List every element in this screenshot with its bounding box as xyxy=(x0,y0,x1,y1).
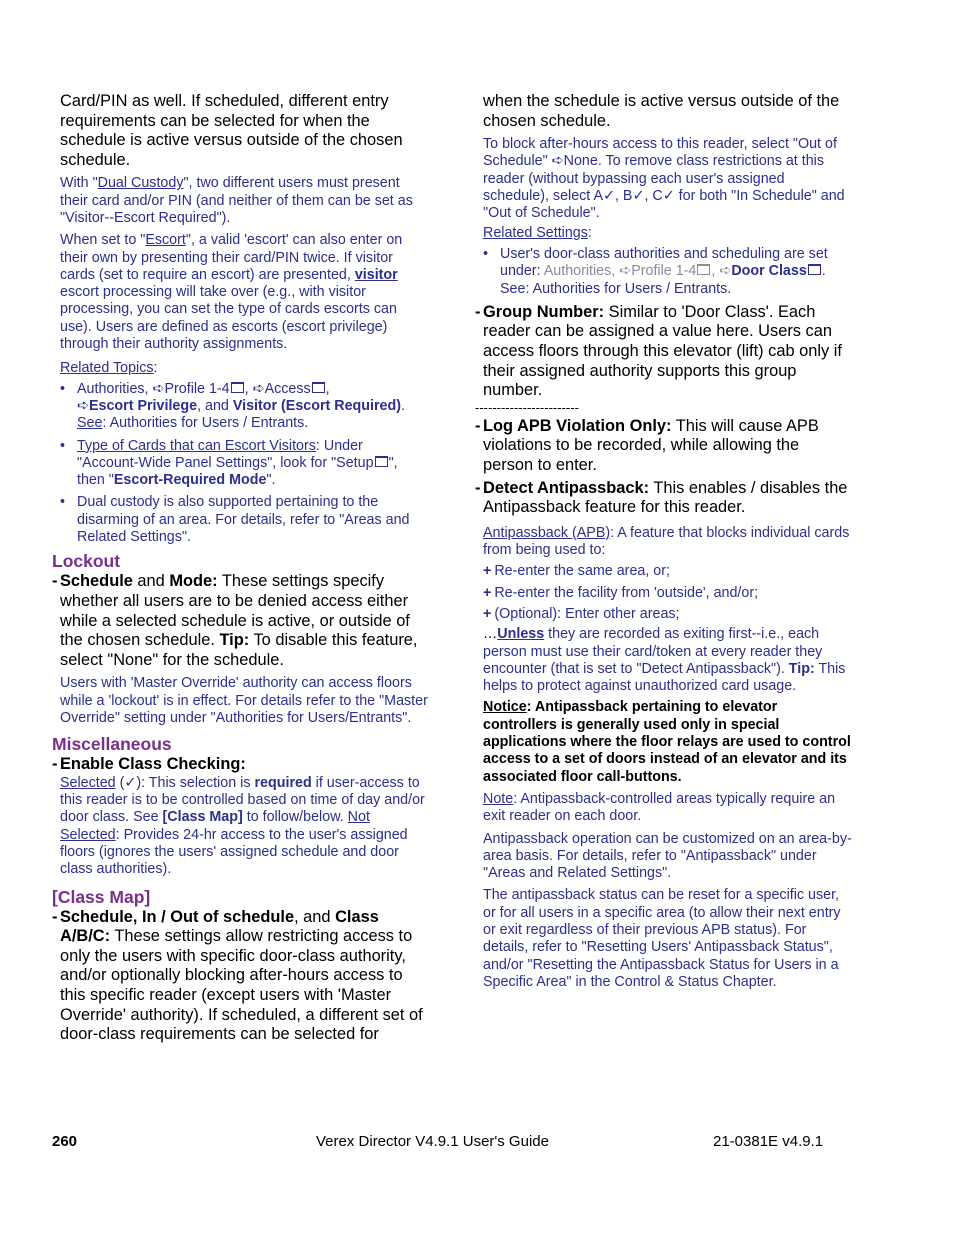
lockout-note: Users with 'Master Override' authority can access floors while a 'lockout' is in effect. For details refer to the "Master Override" setting under "Authorities for Users/Entrants". xyxy=(60,675,428,726)
separator-line: ------------------------ xyxy=(475,399,579,415)
dual-custody-link[interactable]: Dual Custody xyxy=(97,175,184,192)
escort-types-link[interactable]: Type of Cards that can Escort Visitors xyxy=(77,437,316,454)
list-item: • Authorities, ➪Profile 1-4 , ➪Access , ➪Escort Privilege, and Visitor (Escort Required). See: Authorities for Users / Entrants. xyxy=(77,381,428,433)
unless-link[interactable]: Unless xyxy=(497,626,545,643)
list-item: • Dual custody is also supported pertaining to the disarming of an area. For details, refer to "Areas and Related Settings". xyxy=(77,494,428,546)
customization-note: Antipassback operation can be customized on an area-by-area basis. For details, refer to "Antipassback" under "Areas and Related Settings". xyxy=(483,830,852,882)
folder-icon xyxy=(231,382,244,393)
apb-link[interactable]: Antipassback (APB) xyxy=(483,524,611,541)
page-number: 260 xyxy=(52,1133,78,1150)
document-number: 21-0381E v4.9.1 xyxy=(713,1133,824,1150)
related-topics-link[interactable]: Related Topics xyxy=(60,360,154,377)
escort-link[interactable]: Escort xyxy=(145,232,186,249)
lockout-setting: - Schedule and Mode: These settings specify whether all users are to be denied access either while a selected schedule is active, or outside of the chosen schedule. Tip: To disable this feature, select "None" for the schedule. xyxy=(52,572,428,670)
note-label: Note xyxy=(483,790,514,807)
see-link[interactable]: See xyxy=(77,415,103,432)
group-number-setting: - Group Number: Similar to 'Door Class'. Each reader can be assigned a value here. Users can access floors through this elevator (lift) cab only if their assigned authority supports this group number. xyxy=(475,303,853,401)
dual-custody-note: With "Dual Custody", two different users must present their card and/or PIN (and neither of them can be set as "Visitor--Escort Required"). xyxy=(60,175,413,226)
log-apb-setting: - Log APB Violation Only: This will cause APB violations to be recorded, while allowing the person to enter. xyxy=(475,417,853,476)
not-selected-link[interactable]: Not Selected xyxy=(60,809,370,843)
right-column xyxy=(475,92,853,991)
related-settings-link[interactable]: Related Settings xyxy=(483,224,588,241)
guide-title: Verex Director V4.9.1 User's Guide xyxy=(316,1133,549,1150)
apb-rule: + Re-enter the facility from 'outside', and/or; xyxy=(483,584,759,601)
detect-antipassback-setting: - Detect Antipassback: This enables / disables the Antipassback feature for this reader. xyxy=(475,479,853,518)
list-item: • User's door-class authorities and scheduling are set under: Authorities, ➪Profile 1-4 , ➪Door Class . See: Authorities for Users / Entrants. xyxy=(500,246,853,298)
section-heading-misc: Miscellaneous xyxy=(52,734,172,755)
enable-class-checking: - Enable Class Checking: xyxy=(52,755,428,775)
related-topics-list xyxy=(52,381,428,547)
plus-icon: + xyxy=(483,563,492,580)
section-heading-lockout: Lockout xyxy=(52,551,121,572)
apb-rule: + (Optional): Enter other areas; xyxy=(483,605,680,622)
visitor-link[interactable]: visitor xyxy=(354,266,398,283)
list-item: • Type of Cards that can Escort Visitors: Under "Account-Wide Panel Settings", look for "Setup ", then "Escort-Required Mode". xyxy=(77,438,428,490)
section-heading-class-map: [Class Map] xyxy=(52,886,151,907)
notice-block: Notice: Antipassback pertaining to elevator controllers is generally used only in special applications where the floor relays are used to control access to a set of doors instead of an elevator and its associated floor call-buttons. xyxy=(483,699,851,785)
folder-icon xyxy=(808,264,821,275)
after-hours-note: To block after-hours access to this reader, select "Out of Schedule" ➪None. To remove class restrictions at this reader (without bypassing each user's assigned schedule), select A✓, B✓, C✓ for both "In Schedule" and "Out of Schedule". xyxy=(483,136,845,222)
class-checking-note: Selected (✓): This selection is required if user-access to this reader is to be controlled based on time of day and/or door class. See [Class Map] to follow/below. Not Selected: Provides 24-hr access to the user's assigned floors (ignores the users' assigned schedule and door class authorities). xyxy=(60,774,425,878)
plus-icon: + xyxy=(483,605,492,622)
escort-note: When set to "Escort", a valid 'escort' can also enter on their own by presenting their card/PIN twice. If visitor cards (set to require an escort) are presented, visitor escort processing will take over (e.g., with visitor processing, you can set the type of cards escorts can use). Users are defined as escorts (escort privilege) through their authority assignments. xyxy=(60,232,403,353)
plus-icon: + xyxy=(483,584,492,601)
related-topics: Related Topics: xyxy=(60,360,158,377)
folder-icon xyxy=(697,264,710,275)
selected-link[interactable]: Selected xyxy=(60,774,116,791)
apb-rule: + Re-enter the same area, or; xyxy=(483,563,670,580)
arrow-right-icon: ➪ xyxy=(77,397,89,414)
body-paragraph: Card/PIN as well. If scheduled, different entry requirements can be selected for when the schedule is active versus outside of the chosen schedule. xyxy=(60,92,403,169)
notice-label: Notice xyxy=(483,699,527,716)
left-column xyxy=(52,92,428,1045)
apb-definition: Antipassback (APB): A feature that blocks individual cards from being used to: xyxy=(483,524,850,559)
reset-status-note: The antipassback status can be reset for a specific user, or for all users in a specific area (to allow their next entry or exit regardless of their previous APB status). For details, refer to "Resetting Users' Antipassback Status", and/or "Resetting the Antipassback Status for Users in a Specific Area" in the Control & Status Chapter. xyxy=(483,887,841,990)
class-map-setting: - Schedule, In / Out of schedule, and Class A/B/C: These settings allow restricting access to only the users with specific door-class authority, and/or optionally blocking after-hours access to this specific reader (except users with 'Master Override' authority). If scheduled, a different set of door-class requirements can be selected for xyxy=(52,908,428,1045)
related-settings-list xyxy=(475,246,853,298)
related-settings: Related Settings: xyxy=(483,224,592,241)
exit-reader-note: Note: Antipassback-controlled areas typically require an exit reader on each door. xyxy=(483,790,836,825)
body-paragraph: when the schedule is active versus outside of the chosen schedule. xyxy=(483,92,840,130)
folder-icon xyxy=(375,456,388,467)
unless-note: …Unless they are recorded as exiting first--i.e., each person must use their card/token at every reader they encounter (that is set to "Detect Antipassback"). Tip: This helps to protect against unauthorized card usage. xyxy=(483,626,846,695)
folder-icon xyxy=(312,382,325,393)
